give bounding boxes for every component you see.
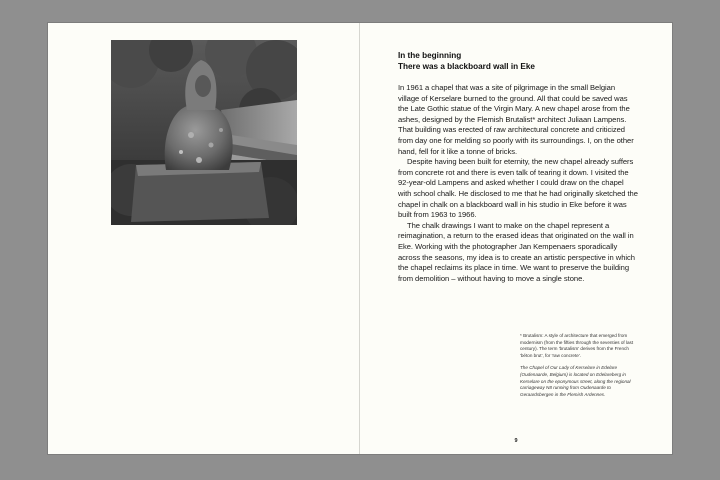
heading-title: In the beginning <box>398 51 462 60</box>
page-number: 9 <box>514 438 518 444</box>
body-text <box>398 83 638 284</box>
footnote-chapel-location: The Chapel of Our Lady of Kerselare in Edelare (Oudenaarde, Belgium) is located on Edelareberg in Kerselare on the eponymous street, along the regional carriageway N8 running from Oudenaarde to Geraardsbergen in the Flemish Ardennes. <box>520 365 631 397</box>
statue-photo-graphic <box>111 40 297 225</box>
paragraph: The chalk drawings I want to make on the chapel represent a reimagination, a return to the erased ideas that originated on the wall in Eke. Working with the photographer Jan Kempenaers sporadically across the seasons, my idea is to create an artistic perspective in which the chapel reclaims its place in time. We want to preserve the building from demolition – without having to move a single stone. <box>398 220 635 283</box>
heading-subtitle: There was a blackboard wall in Eke <box>398 62 535 71</box>
footnote-brutalism: * Brutalism: A style of architecture that emerged from modernism (from the fifties through the seventies of last century). The term 'brutalism' derives from the French 'béton brut', for 'raw concrete'. <box>520 333 634 358</box>
paragraph: Despite having been built for eternity, the new chapel already suffers from concrete rot and there is even talk of tearing it down. I visited the 92-year-old Lampens and asked whether I could draw on the chapel with school chalk. He disclosed to me that he had originally sketched the chapel in chalk on a blackboard wall in his studio in Eke before it was built from 1963 to 1966. <box>398 157 638 220</box>
chapter-heading <box>398 50 638 72</box>
paragraph: In 1961 a chapel that was a site of pilgrimage in the small Belgian village of Kerselare burned to the ground. All that could be saved was the Late Gothic statue of the Virgin Mary. A new chapel arose from the ashes, designed by the Flemish Brutalist* architect Juliaan Lampens. That building was erected of raw architectural concrete and criticized from day one for melding so poorly with its surroundings. I, on the other hand, fell for it like a tonne of bricks. <box>398 83 634 156</box>
left-page <box>48 23 359 454</box>
footnotes <box>520 333 638 404</box>
book-spread <box>48 23 672 454</box>
statue-photo <box>111 40 297 225</box>
right-page <box>360 23 672 454</box>
